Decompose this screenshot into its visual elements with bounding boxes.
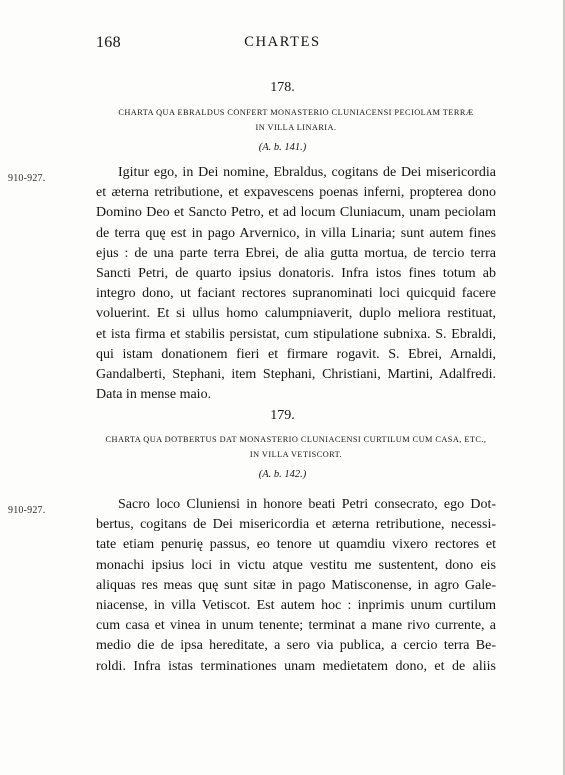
text-line: ejus : de una parte terra Ebrei, de alia gutta mortua, de tercio terra bbox=[96, 245, 496, 261]
text-line: de terra quę est in pago Arvernico, in villa Linaria; sunt autem fines bbox=[96, 225, 496, 241]
charter-number: 178. bbox=[270, 80, 295, 95]
charter-title-line: CHARTA QUA EBRALDUS CONFERT MONASTERIO CLUNIACENSI PECIOLAM TERRÆ bbox=[118, 108, 474, 117]
charter-body bbox=[96, 163, 496, 405]
charter-title bbox=[96, 432, 496, 462]
text-line: monachi ipsius loci in victu atque vestitu me sustentent, dono eis bbox=[96, 557, 496, 573]
text-line: medio die de ipsa hereditate, a sero via publica, a cercio terra Be- bbox=[96, 638, 496, 654]
charter-body bbox=[96, 495, 496, 677]
text-line: Sancti Petri, de quarto ipsius donatoris. Infra istos fines totum ab bbox=[96, 265, 496, 281]
text-line: Data in mense maio. bbox=[96, 387, 212, 403]
charter-date: (A. b. 142.) bbox=[258, 469, 307, 480]
text-line: Sacro loco Cluniensi in honore beati Petri consecrato, ego Dot- bbox=[118, 497, 496, 512]
text-line: bertus, cogitans de Dei misericordia et æterna retributione, necessi- bbox=[96, 517, 496, 533]
text-line: Domino Deo et Sancto Petro, et ad locum Cluniacum, unam peciolam bbox=[96, 205, 496, 221]
text-line: aliquas res meas quę sunt sitæ in pago Matisconense, in agro Gale- bbox=[96, 577, 496, 593]
margin-date: 910-927. bbox=[8, 505, 46, 516]
text-line: voluerint. Et si ullus homo calumpniaverit, duplo meliora restituat, bbox=[96, 306, 496, 322]
charter-title-line: CHARTA QUA DOTBERTUS DAT MONASTERIO CLUNIACENSI CURTILUM CUM CASA, ETC., bbox=[105, 435, 487, 444]
text-line: tate etiam penurię passus, eo tenore ut quamdiu vixero rectores et bbox=[96, 537, 496, 553]
margin-date: 910-927. bbox=[8, 173, 46, 184]
text-line: et æterna retributione, et expavescens poenas inferni, propterea dono bbox=[96, 185, 496, 201]
charter-title-line: IN VILLA LINARIA. bbox=[255, 123, 337, 132]
text-line: Igitur ego, in Dei nomine, Ebraldus, cogitans de Dei misericordia bbox=[118, 165, 496, 180]
text-line: Gandalberti, Stephani, item Stephani, Christiani, Martini, Adalfredi. bbox=[96, 366, 496, 382]
charter-title-line: IN VILLA VETISCORT. bbox=[249, 450, 343, 459]
text-line: qui istam donationem fieri et firmare rogavit. S. Ebrei, Arnaldi, bbox=[96, 346, 496, 362]
text-line: roldi. Infra istas terminationes unam medietatem dono, et de aliis bbox=[96, 658, 496, 674]
text-line: niacense, in villa Vetiscot. Est autem hoc : inprimis unum curtilum bbox=[96, 597, 496, 613]
charter-title bbox=[96, 105, 496, 135]
text-line: et ista firma et stabilis persistat, cum stipulatione subnixa. S. Ebraldi, bbox=[96, 326, 496, 342]
text-line: integro dono, ut faciant rectores supranominati loci quicquid facere bbox=[96, 286, 496, 302]
text-line: cum casa et vinea in unum tenente; terminat a mane rivo currente, a bbox=[96, 618, 496, 634]
charter-date: (A. b. 141.) bbox=[258, 142, 307, 153]
charter-number: 179. bbox=[270, 408, 295, 423]
running-head: CHARTES bbox=[244, 34, 321, 50]
page-number: 168 bbox=[96, 34, 121, 51]
